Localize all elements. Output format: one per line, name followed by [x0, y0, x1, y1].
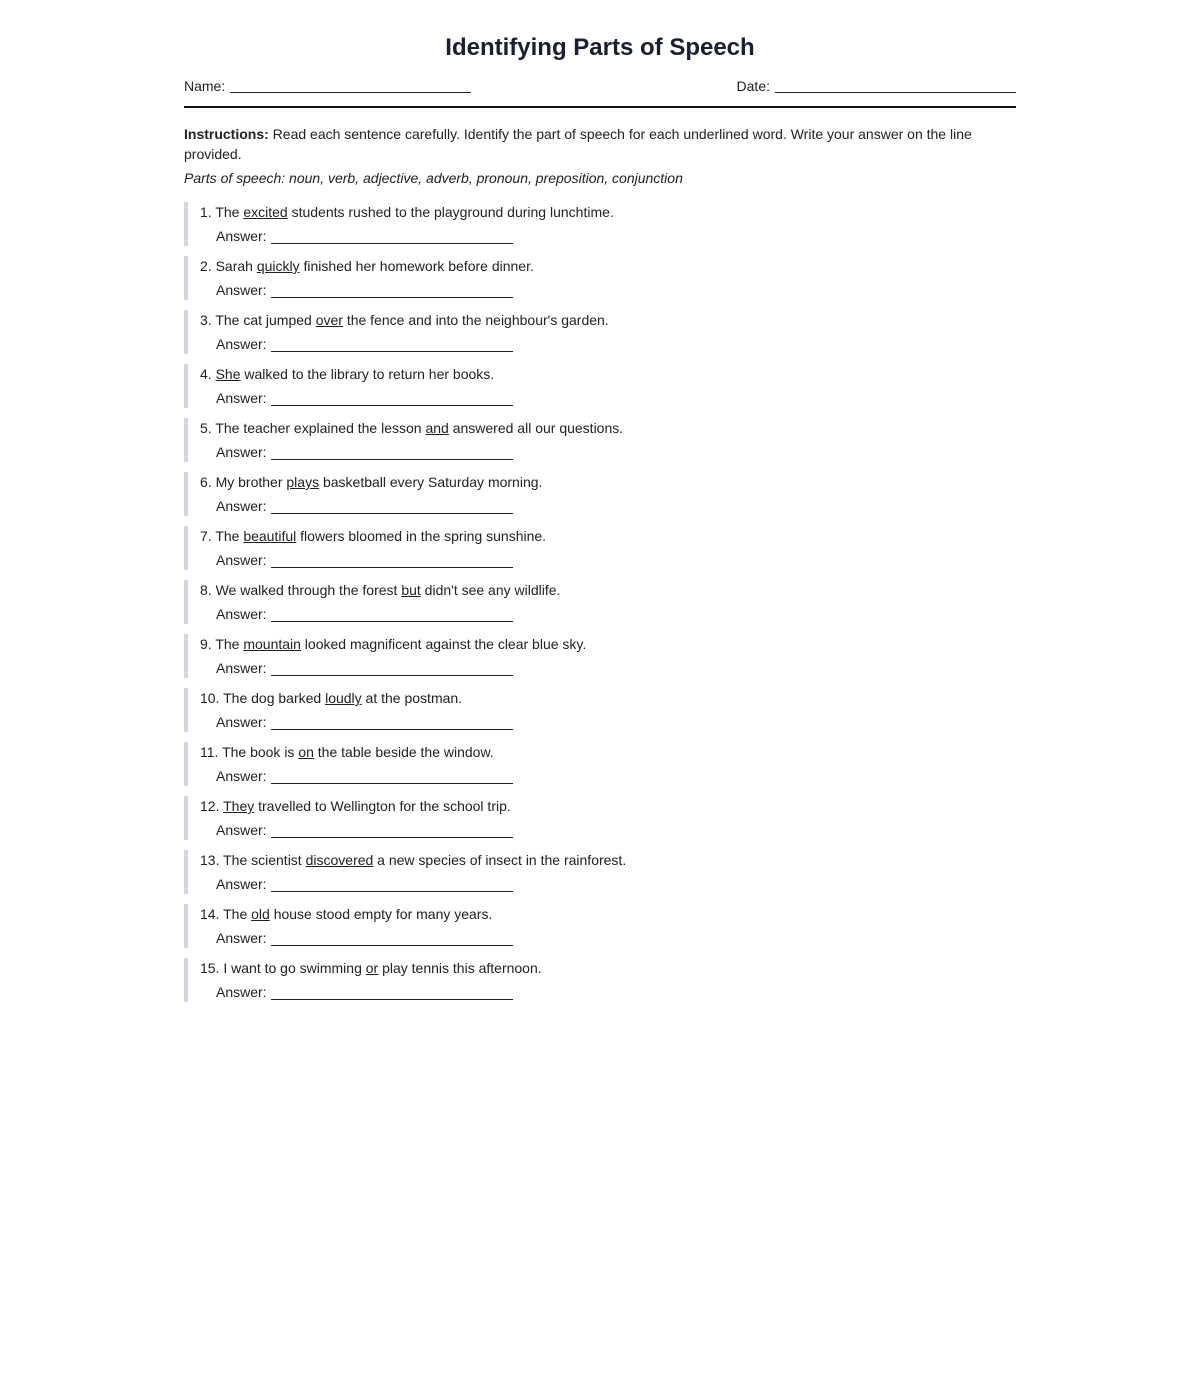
answer-blank-line[interactable] [271, 391, 513, 406]
name-label: Name: [184, 78, 226, 94]
question-item [184, 688, 1016, 732]
answer-blank-line[interactable] [271, 661, 513, 676]
question-item [184, 364, 1016, 408]
sentence-before: The [215, 636, 244, 652]
question-sentence [200, 256, 1016, 276]
question-number: 6. [200, 474, 216, 490]
question-sentence [200, 526, 1016, 546]
answer-row [200, 442, 1016, 462]
question-sentence [200, 958, 1016, 978]
question-number: 10. [200, 690, 224, 706]
question-item [184, 526, 1016, 570]
underlined-word: but [401, 582, 421, 598]
question-sentence [200, 580, 1016, 600]
answer-row [200, 712, 1016, 732]
answer-row [200, 928, 1016, 948]
question-sentence [200, 472, 1016, 492]
question-item [184, 796, 1016, 840]
answer-label: Answer: [216, 336, 267, 352]
question-sentence [200, 796, 1016, 816]
instructions-text: Read each sentence carefully. Identify the part of speech for each underlined word. Write your answer on the line provided. [184, 126, 972, 162]
answer-blank-line[interactable] [271, 715, 513, 730]
sentence-before: The book is [222, 744, 299, 760]
question-sentence [200, 364, 1016, 384]
instructions [184, 124, 1016, 164]
question-item [184, 472, 1016, 516]
question-number: 9. [200, 636, 216, 652]
sentence-after: play tennis this afternoon. [378, 960, 542, 976]
sentence-after: flowers bloomed in the spring sunshine. [296, 528, 547, 544]
question-sentence [200, 418, 1016, 438]
sentence-after: finished her homework before dinner. [299, 258, 534, 274]
underlined-word: over [315, 312, 343, 328]
question-number: 12. [200, 798, 224, 814]
instructions-label: Instructions: [184, 126, 269, 142]
question-number: 2. [200, 258, 216, 274]
answer-row [200, 496, 1016, 516]
answer-blank-line[interactable] [271, 499, 513, 514]
sentence-before: The dog barked [223, 690, 326, 706]
question-number: 11. [200, 744, 223, 760]
answer-blank-line[interactable] [271, 931, 513, 946]
answer-label: Answer: [216, 228, 267, 244]
sentence-after: the fence and into the neighbour's garden. [342, 312, 609, 328]
sentence-after: a new species of insect in the rainforest. [373, 852, 627, 868]
answer-label: Answer: [216, 552, 267, 568]
underlined-word: and [425, 420, 449, 436]
answer-blank-line[interactable] [271, 337, 513, 352]
sentence-after: travelled to Wellington for the school trip. [254, 798, 511, 814]
sentence-before: The [215, 204, 244, 220]
answer-row [200, 388, 1016, 408]
question-number: 15. [200, 960, 224, 976]
answer-row [200, 550, 1016, 570]
question-item [184, 418, 1016, 462]
date-label: Date: [736, 78, 770, 94]
question-sentence [200, 904, 1016, 924]
sentence-before: The [215, 528, 244, 544]
answer-row [200, 334, 1016, 354]
sentence-after: house stood empty for many years. [269, 906, 493, 922]
sentence-after: basketball every Saturday morning. [319, 474, 543, 490]
sentence-after: looked magnificent against the clear blue sky. [300, 636, 587, 652]
name-field [184, 76, 471, 96]
question-item [184, 742, 1016, 786]
answer-label: Answer: [216, 606, 267, 622]
question-item [184, 634, 1016, 678]
answer-row [200, 820, 1016, 840]
underlined-word: plays [286, 474, 320, 490]
answer-blank-line[interactable] [271, 553, 513, 568]
sentence-after: didn't see any wildlife. [420, 582, 561, 598]
answer-label: Answer: [216, 390, 267, 406]
question-sentence [200, 850, 1016, 870]
answer-label: Answer: [216, 660, 267, 676]
sentence-before: We walked through the forest [215, 582, 402, 598]
sentence-after: at the postman. [361, 690, 463, 706]
date-blank-line[interactable] [775, 78, 1016, 93]
sentence-before: The scientist [223, 852, 306, 868]
underlined-word: mountain [243, 636, 301, 652]
answer-label: Answer: [216, 498, 267, 514]
sentence-before: The [223, 906, 252, 922]
question-number: 14. [200, 906, 224, 922]
answer-blank-line[interactable] [271, 283, 513, 298]
sentence-after: the table beside the window. [313, 744, 494, 760]
answer-row [200, 658, 1016, 678]
question-number: 13. [200, 852, 224, 868]
worksheet-page [184, 0, 1016, 1002]
answer-label: Answer: [216, 984, 267, 1000]
question-sentence [200, 634, 1016, 654]
answer-label: Answer: [216, 282, 267, 298]
sentence-after: students rushed to the playground during lunchtime. [287, 204, 614, 220]
answer-blank-line[interactable] [271, 769, 513, 784]
underlined-word: They [223, 798, 255, 814]
answer-row [200, 280, 1016, 300]
answer-blank-line[interactable] [271, 877, 513, 892]
underlined-word: or [365, 960, 379, 976]
question-item [184, 310, 1016, 354]
underlined-word: She [215, 366, 241, 382]
date-field [737, 76, 1016, 96]
question-item [184, 580, 1016, 624]
question-item [184, 256, 1016, 300]
parts-of-speech-note: Parts of speech: noun, verb, adjective, adverb, pronoun, preposition, conjunction [184, 170, 683, 186]
answer-label: Answer: [216, 876, 267, 892]
answer-row [200, 982, 1016, 1002]
sentence-after: answered all our questions. [448, 420, 624, 436]
question-number: 7. [200, 528, 216, 544]
question-sentence [200, 202, 1016, 222]
question-number: 4. [200, 366, 216, 382]
answer-blank-line[interactable] [271, 229, 513, 244]
answer-label: Answer: [216, 768, 267, 784]
answer-row [200, 766, 1016, 786]
question-sentence [200, 688, 1016, 708]
answer-label: Answer: [216, 822, 267, 838]
underlined-word: discovered [305, 852, 374, 868]
question-item [184, 850, 1016, 894]
question-sentence [200, 310, 1016, 330]
underlined-word: excited [243, 204, 288, 220]
answer-blank-line[interactable] [271, 445, 513, 460]
answer-label: Answer: [216, 444, 267, 460]
underlined-word: on [298, 744, 314, 760]
sentence-before: The teacher explained the lesson [215, 420, 426, 436]
answer-label: Answer: [216, 930, 267, 946]
question-number: 8. [200, 582, 216, 598]
underlined-word: quickly [256, 258, 300, 274]
underlined-word: old [251, 906, 270, 922]
question-item [184, 202, 1016, 246]
underlined-word: loudly [325, 690, 362, 706]
underlined-word: beautiful [243, 528, 297, 544]
answer-row [200, 604, 1016, 624]
question-list [184, 202, 1016, 1002]
answer-blank-line[interactable] [271, 607, 513, 622]
question-number: 3. [200, 312, 216, 328]
question-number: 1. [200, 204, 216, 220]
header-fields [184, 76, 1016, 108]
answer-blank-line[interactable] [271, 823, 513, 838]
page-title: Identifying Parts of Speech [445, 34, 755, 61]
question-item [184, 904, 1016, 948]
sentence-before: Sarah [215, 258, 257, 274]
answer-blank-line[interactable] [271, 985, 513, 1000]
sentence-before: I want to go swimming [223, 960, 366, 976]
answer-row [200, 226, 1016, 246]
question-sentence [200, 742, 1016, 762]
sentence-after: walked to the library to return her books. [240, 366, 495, 382]
sentence-before: My brother [215, 474, 287, 490]
question-item [184, 958, 1016, 1002]
answer-row [200, 874, 1016, 894]
sentence-before: The cat jumped [215, 312, 316, 328]
question-number: 5. [200, 420, 216, 436]
name-blank-line[interactable] [230, 78, 471, 93]
answer-label: Answer: [216, 714, 267, 730]
